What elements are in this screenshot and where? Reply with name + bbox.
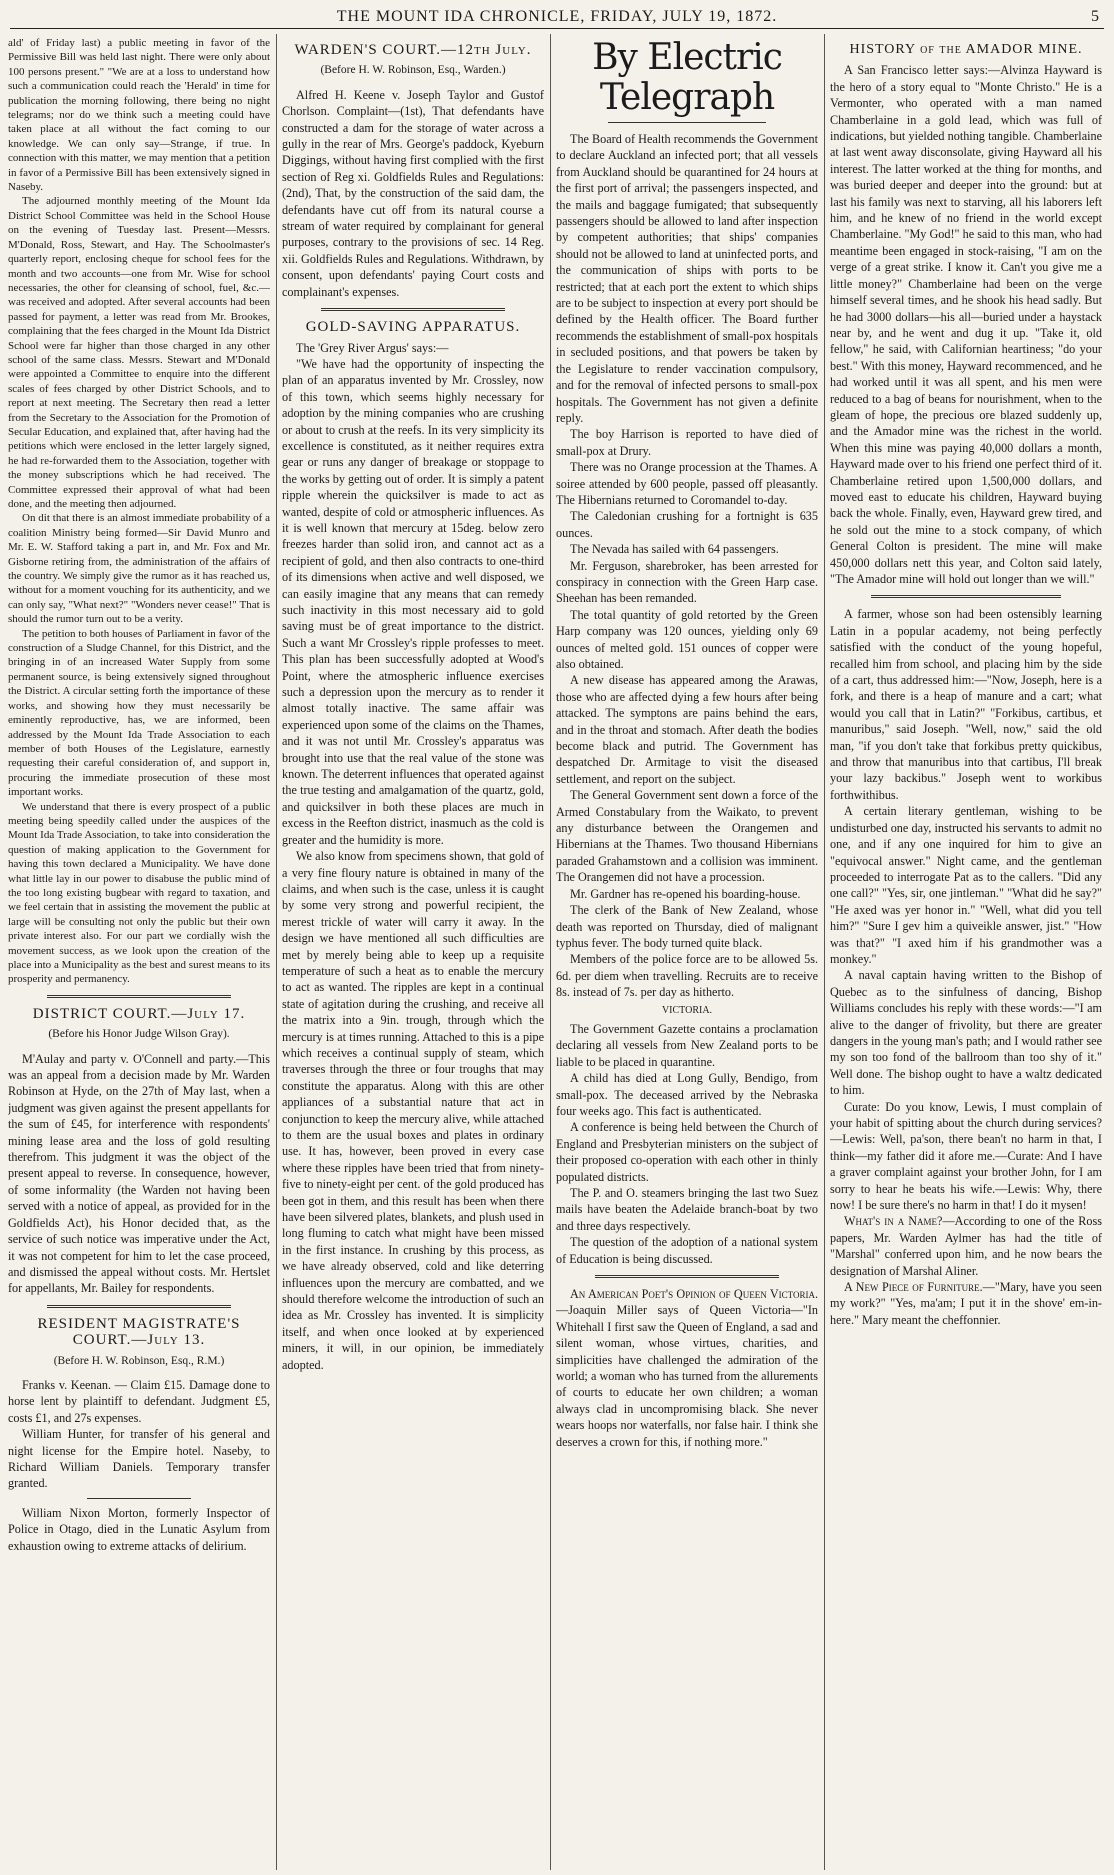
- inline-heading: What's in a Name?: [844, 1214, 943, 1229]
- telegraph-heading: By Electric Telegraph: [592, 37, 782, 118]
- section-heading: GOLD-SAVING APPARATUS.: [305, 319, 521, 336]
- separator: [608, 122, 765, 123]
- paragraph-text: —According to one of the Ross papers, Mr. Warden Aylmer has had the title of "Marshal" conferred upon him, and he now bears the designation of Marshal Aliner.: [830, 1214, 1102, 1278]
- news-item: The boy Harrison is reported to have died of small-pox at Drury.: [556, 427, 818, 458]
- paragraph: [556, 1286, 818, 1450]
- column-rule: [276, 34, 277, 1870]
- column-4: [830, 36, 1102, 1868]
- news-item: The clerk of the Bank of New Zealand, whose death was reported on Thursday, died of malignant typhus fever. The body turned quite black.: [556, 903, 818, 950]
- paragraph: Curate: Do you know, Lewis, I must complain of your habit of spitting about the church during services?—Lewis: Well, pa'son, there bean't no harm in that, I think—my father did it afore me.—Curate: And I have a graver complaint against your brother John, for I am sorry to hear he beats his wife.—Lewis: Why, there now! I be sure there's no harm in that! I do it mysen!: [830, 1099, 1102, 1213]
- paragraph: A farmer, whose son had been ostensibly learning Latin in a popular academy, not being perfectly satisfied with the conduct of the young hopeful, recalled him from school, and placing him by the side of a cart, thus addressed him:—"Now, Joseph, here is a fork, and there is a heap of manure and a cart; what would you call that in Latin?" "Forkibus, cartibus, et manuribus," said Joseph. "Well, now," said the old man, "if you don't take that forkibus pretty quickibus, and throw that manuribus into that cartibus, I'll break your lazy backibus." Joseph went to workibus forthwithibus.: [830, 607, 1102, 802]
- paragraph-text: —"Mary, have you seen my work?" "Yes, ma'am; I put it in the shove' em-in-here." Mary meant the cheffonnier.: [830, 1280, 1102, 1327]
- news-item: The total quantity of gold retorted by the Green Harp company was 120 ounces, yielding only 69 ounces of melted gold. 151 ounces of copper were also obtained.: [556, 607, 818, 671]
- news-item: Mr. Ferguson, sharebroker, has been arrested for conspiracy in connection with the Green Harp case. Sheehan has been remanded.: [556, 558, 818, 606]
- news-item: A child has died at Long Gully, Bendigo, from small-pox. The deceased arrived by the Nebraska four weeks ago. This fact is authenticated.: [556, 1071, 818, 1118]
- paragraph-text: —Joaquin Miller says of Queen Victoria—"In Whitehall I first saw the Queen of England, a sad and silent woman, whose virtues, charities, and simplicities have challenged the admiration of the world; a woman who has turned from the allurements of courts to educate her own children; a woman always clad in uncompromising black. She never wears hoops nor waterfalls, nor false hair. I think she deserves a crown for this, if nothing more.": [556, 1303, 818, 1449]
- column-1: [8, 36, 270, 1868]
- section-heading: DISTRICT COURT.—July 17.: [32, 1005, 246, 1022]
- paragraph: Alfred H. Keene v. Joseph Taylor and Gustof Chorlson. Complaint—(1st), That defendants have constructed a dam for the storage of water across a gully in the rear of Mrs. George's paddock, Kyeburn Diggings, without having first complied with the first section of Reg xi. Goldfields Rules and Regulations: (2nd), That, by the construction of the said dam, the defendants have cut off from its natural course a stream of water required by complainant for general purposes, contrary to the provisions of sec. 14 Reg. xii. Goldfields Rules and Regulations. Withdrawn, by consent, upon defendants' paying Court costs and complainant's expenses.: [282, 87, 544, 299]
- news-item: The Government Gazette contains a proclamation declaring all vessels from New Zealand ports to be liable to be placed in quarantine.: [556, 1021, 818, 1069]
- section-subheading: VICTORIA.: [661, 1004, 713, 1016]
- separator: [47, 1305, 230, 1308]
- paragraph: We understand that there is every prospect of a public meeting being speedily called under the auspices of the Mount Ida Trade Association, to take into consideration the question of making application to the Government for having this town declared a Municipality. We have done what little lay in our power to disabuse the public mind of the too long existing bugbear with regard to taxation, and we feel certain that in assisting the movement the public at large will be consulting not only the public but their own private interest also. For our part we cordially wish the movement success, as we look upon the creation of the place into a Municipality as the best and surest means to its prosperity and permanency.: [8, 800, 270, 986]
- paragraph: A San Francisco letter says:—Alvinza Hayward is the hero of a story equal to "Monte Christo." He is a Vermonter, who operated with a man named Chamberlaine in a gold lead, which was full of indications, but yielded nothing tangible. Chamberlaine at last went away disconsolate, giving Hayward all his interest. The latter worked at the thing for months, and was buried deeper and deeper into the ground: but at last his family was next to starving, all his laborers left him, and he knew of no friend in the world except Chamberlaine. "My God!" he said to this man, who had meantime been engaged in stock-raising, "I am on the verge of a great strike. I know it. Can't you give me a little money?" Chamberlaine had been on the verge himself several times, and he shook his head sadly. But he had 3000 dollars—his all—buried under a haystack near by, and he went and dug it up. "Take it, old fellow," he said, with Californian heartiness; "do your best." With this money, Hayward recommenced, and he had worked until it was all spent, and his men were reduced to a bag of beans for nourishment, when to the gleam of hope, the precious ore blazed suddenly up, and the Amador mine was the richest in the world. When this mine was paying 40,000 dollars a month, Hayward made over to his friend one perfect third of it. Chamberlaine retired upon 1,500,000 dollars, and moved east to educate his children, Hayward buying back the whole. Finally, even, Hayward grew tired, and he sold out the mine to a stock company, of which General Colton is president. The mine will make 450,000 dollars nett this year, and Colton said lately, "The Amador mine will hold out longer than we will.": [830, 63, 1102, 586]
- paragraph: The 'Grey River Argus' says:—: [296, 340, 449, 355]
- paragraph: M'Aulay and party v. O'Connell and party.—This was an appeal from a decision made by Mr. Warden Robinson at Hyde, on the 27th of May last, when a judgment was given against the present appellants for the sum of £45, for interference with respondents' mining lease area and the loss of gold resulting therefrom. This judgment it was the object of the present appeal to reverse. In consequence, however, of some informality (the Warden not having been served with a notice of appeal, as provided for in the Goldfields Act), his Honor decided that, as the service of such notice was imperative under the Act, it was not competent for him to let the case proceed, and dismissed the appeal without costs. Mr. Hertslet for appellants, Mr. Bailey for respondents.: [8, 1051, 270, 1296]
- masthead: [10, 6, 1104, 29]
- paragraph: "We have had the opportunity of inspecting the plan of an apparatus invented by Mr. Crossley, now of this town, which seems highly necessary for adoption by the mining companies who are crushing or about to crush at the reefs. In its very simplicity its excellence is constituted, as it neither requires extra gear or runs any danger of breakage or stoppage to the works by getting out of order. It is simply a patent ripple wherein the quicksilver is made to act as wanted, despite of cold or atmospheric influences. As it is well known that mercury at 15deg. below zero freezes harder than solid iron, and cannot act as a recipient of gold, and then also contracts to one-third of its dimensions when active and well disposed, we can easily imagine that any means that can remedy such inactivity in this most necessary aid to gold saving must be of great importance to the district. Such a want Mr Crossley's ripple professes to meet. This plan has been successfully adopted at Wood's Point, where the atmospheric influence exercises such a depression upon the mercury as to render it almost totally inactive. The same affair was experienced upon some of the claims on the Thames, and it was not until Mr. Crossley's apparatus was brought into use that the real value of the stone was known. The deterrent influences that operated against the true testing and amalgamation of the quartz, gold, and quicksilver in both these places are much in excess in the Reefton district, inasmuch as the cold is greater and the humidity is more.: [282, 356, 544, 847]
- news-item: Members of the police force are to be allowed 5s. 6d. per diem when travelling. Recruits are to receive 8s. instead of 7s. per day as hitherto.: [556, 952, 818, 1000]
- column-rule: [550, 34, 551, 1870]
- news-item: A new disease has appeared among the Arawas, those who are affected dying a few hours after being attacked. The symptons are pains behind the ears, and in the throat and stomach. After death the bodies become black and putrid. The Government has despatched Dr. Armitage to visit the diseased settlement, and report on the subject.: [556, 673, 818, 786]
- news-item: There was no Orange procession at the Thames. A soiree attended by 600 people, passed off pleasantly. The Hibernians returned to Coromandel to-day.: [556, 460, 818, 507]
- news-item: The Caledonian crushing for a fortnight is 635 ounces.: [556, 509, 818, 540]
- news-item: The General Government sent down a force of the Armed Constabulary from the Waikato, to prevent any disturbance between the Orangemen and Hibernians at the Thames. Two thousand Hibernians paraded Grahamstown and a collision was imminent. The Orangemen did not have a procession.: [556, 788, 818, 885]
- inline-heading: A New Piece of Furniture.: [844, 1280, 983, 1295]
- separator: [47, 995, 230, 998]
- section-subheading: (Before his Honor Judge Wilson Gray).: [48, 1028, 230, 1041]
- separator: [321, 308, 504, 311]
- paragraph: Franks v. Keenan. — Claim £15. Damage done to horse lent by plaintiff to defendant. Judgment £5, costs £1, and 27s expenses.: [8, 1377, 270, 1425]
- news-item: The P. and O. steamers bringing the last two Suez mails have beaten the Adelaide branch-boat by two and three days respectively.: [556, 1186, 818, 1233]
- separator: [87, 1498, 192, 1499]
- section-subheading: (Before H. W. Robinson, Esq., Warden.): [320, 64, 506, 77]
- news-item: The question of the adoption of a national system of Education is being discussed.: [556, 1235, 818, 1266]
- paragraph: A certain literary gentleman, wishing to be undisturbed one day, instructed his servants to admit no one, and if any one inquired for him to give an "equivocal answer." Night came, and the gentleman proceeded to interrogate Pat as to the callers. "Did any one call?" "Yes, sir, one jintleman." "What did he say?" "He axed was yer honor in." "Well, what did you tell him?" "Sure I gev him a quiveikle answer, jist." "How was that?" "I axed him if his grandmother was a monkey.": [830, 804, 1102, 966]
- news-item: The Board of Health recommends the Government to declare Auckland an infected port; that all vessels from Auckland should be quarantined for 24 hours at the first port of arrival; the passengers inspected, and the mails and baggage fumigated; that subsequently passengers should be allowed to land after inspection by competent authorities; that ships' companies should not be allowed to land at uninfected ports, and the communication of ships with ports to be restricted; that at each port the extent to which ships are to be subject to inspection at every port should be defined by the Health officer. The Board further recommends the establishment of small-pox hospitals in secluded positions, and that powers be taken by the Legislature to render vaccination compulsory, and for the removal of infected persons to small-pox hospitals. The Government has not given a definite reply.: [556, 132, 818, 425]
- news-item: The Nevada has sailed with 64 passengers.: [570, 542, 779, 557]
- separator: [595, 1275, 778, 1278]
- inline-heading: An American Poet's Opinion of Queen Victoria.: [570, 1287, 818, 1302]
- section-heading: HISTORY of the AMADOR MINE.: [849, 42, 1083, 57]
- section-heading: RESIDENT MAGISTRATE'S COURT.—July 13.: [37, 1315, 241, 1349]
- paragraph: We also know from specimens shown, that gold of a very fine floury nature is obtained in many of the claims, and when such is the case, unless it is caught by some very strong and powerful recipient, the merest trickle of water will carry it away. In the design we have mentioned all such difficulties are met by merely being able to keep up a requisite temperature of such a heat as to enable the mercury to act as wanted. The ripples are kept in a continual state of agitation during the crushing, and receive all the matrix into a 9in. trough, through which the mercury is at times running. Attached to this is a pipe which receives a continual supply of steam, which traverses through the three or four troughs that may constitute the apparatus. Along with this are other appliances of a substantial nature that act in conjunction to keep the mercury alive, while attached to them are the usual boxes and plates in ordinary use. It has, however, been proved in every case where these ripples have been tried that from ninety-five to ninety-eight per cent. of the gold produced has been got in them, and this result has been when there have been silvered plates, blankets, and plush used in long fluming to catch what might have been missed in the first instance. In crushing by this process, as we have already observed, cold and like deterring influences upon the mercury are combatted, and we should therefore welcome the introduction of such an idea as Mr. Crossley has invented. It is simplicity itself, and when once looked at by experienced miners, it will, in our opinion, be immediately adopted.: [282, 849, 544, 1372]
- paragraph: On dit that there is an almost immediate probability of a coalition Ministry being formed—Sir David Munro and Mr. E. W. Stafford taking a part in, and Mr. Fox and Mr. Gisborne retiring from, the administration of the affairs of the country. We simply give the rumor as it has reached us, without for a moment vouching for its authenticity, and we can only say, "What next?" "Wonders never cease!" That is should the rumor turn out to be a verity.: [8, 512, 270, 626]
- paragraph: ald' of Friday last) a public meeting in favor of the Permissive Bill was held last night. There were only about 100 persons present." "We are at a loss to understand how such a communication could reach the 'Herald' in time for publication the morning following, there being no night telegrams; nor do we think such a meeting could have taken place at all without the fact coming to our knowledge. We can only say—Strange, if true. In connection with this matter, we may mention that a petition in favor of a Permissive Bill has been extensively signed in Naseby.: [8, 37, 270, 194]
- separator: [871, 595, 1061, 598]
- paragraph: William Nixon Morton, formerly Inspector of Police in Otago, died in the Lunatic Asylum from exhaustion owing to extreme attacks of delirium.: [8, 1505, 270, 1553]
- paragraph: William Hunter, for transfer of his general and night license for the Empire hotel. Naseby, to Richard William Daniels. Temporary transfer granted.: [8, 1427, 270, 1491]
- page-number: 5: [1091, 8, 1100, 25]
- paragraph: [830, 1213, 1102, 1279]
- paragraph: The petition to both houses of Parliament in favor of the construction of a Sludge Channel, for this District, and the bringing in of an increased Water Supply from some permanent source, is being extensively signed throughout the District. A circular setting forth the importance of these works, and showing how they must necessarily be eminently reproductive, has, we are informed, been addressed by the Mount Ida Trade Association to each member of both Houses of the Legislature, earnestly requesting their careful consideration of, and support in, procuring the immediate prosecution of these most important works.: [8, 627, 270, 799]
- section-heading: WARDEN'S COURT.—12th July.: [294, 42, 532, 58]
- column-2: [282, 36, 544, 1868]
- paragraph: The adjourned monthly meeting of the Mount Ida District School Committee was held in the School House on the evening of Tuesday last. Present—Messrs. M'Donald, Ross, Stewart, and Hay. The Schoolmaster's quarterly report, enclosing cheque for school fees for the month and two accounts—one from Mr. Wise for school necessaries, the other for cleansing of school, fuel, &c.—was received and adopted. After several accounts had been passed for payment, a letter was read from Mr. Brookes, complaining that the fees charged in the Mount Ida District School were far higher than those charged in any other school of the same class. Messrs. Stewart and M'Donald were appointed a Committee to enquire into the different scales of fees charged by other District Schools, and to report at next meeting. The Secretary then read a letter from the Secretary to the Association for the Promotion of Secular Education, and explained that, after having had the petitions which were enclosed in the letter largely signed, he had re-forwarded them to the Association, together with the money subscriptions which he had received. The Committee expressed their approval of what had been done, and the meeting then adjourned.: [8, 195, 270, 510]
- masthead-title: THE MOUNT IDA CHRONICLE, FRIDAY, JULY 19, 1872.: [336, 8, 778, 25]
- paragraph: [830, 1279, 1102, 1328]
- column-rule: [824, 34, 825, 1870]
- news-item: Mr. Gardner has re-opened his boarding-house.: [570, 886, 801, 901]
- news-item: A conference is being held between the Church of England and Presbyterian ministers on the subject of their proposed co-operation with each other in thinly populated districts.: [556, 1120, 818, 1184]
- section-subheading: (Before H. W. Robinson, Esq., R.M.): [53, 1354, 225, 1367]
- column-3: [556, 36, 818, 1868]
- paragraph: A naval captain having written to the Bishop of Quebec as to the sinfulness of dancing, Bishop Williams concludes his reply with these words:—"I am alive to the danger of frivolity, but there are greater dangers in the young man's path; and I would rather see my son too fond of the ballroom than too shy of it." Well done. The bishop ought to have a waltz dedicated to him.: [830, 968, 1102, 1098]
